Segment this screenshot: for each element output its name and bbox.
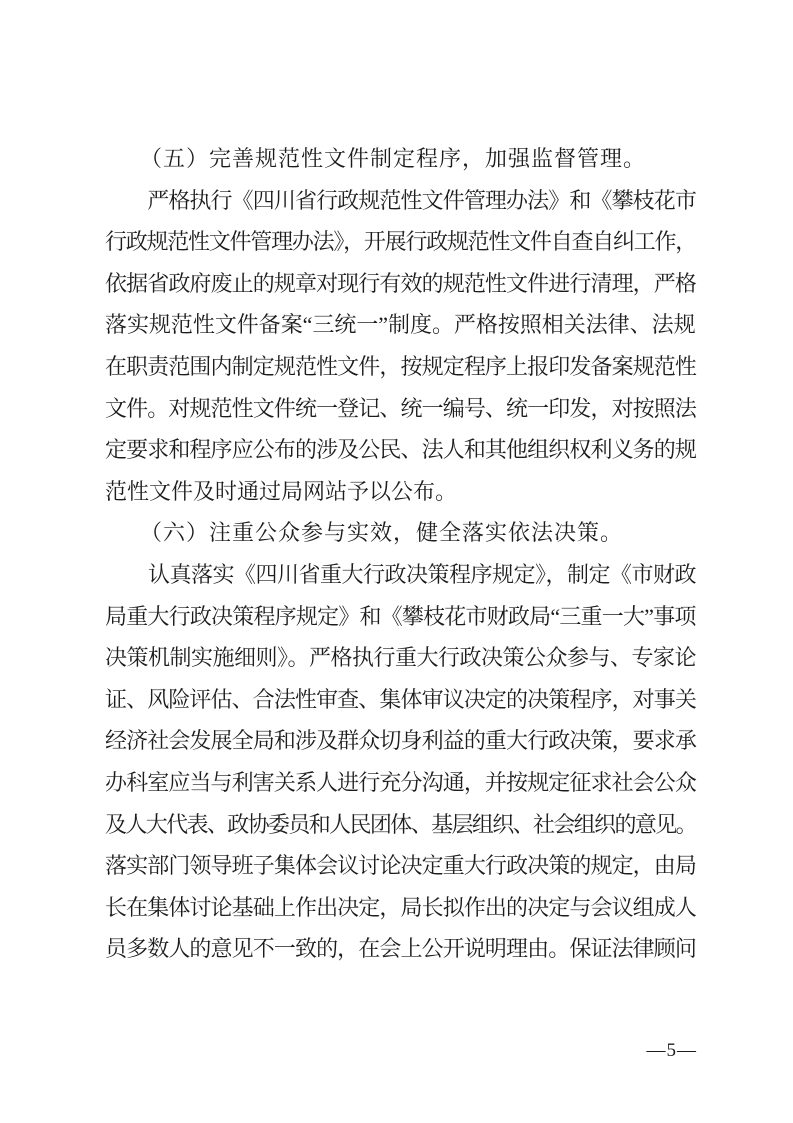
text-line: 范性文件及时通过局网站予以公布。 — [105, 478, 458, 504]
text-line: 办科室应当与利害关系人进行充分沟通，并按规定征求社会公众 — [105, 769, 697, 795]
text-line: 文件。对规范性文件统一登记、统一编号、统一印发，对按照法 — [105, 395, 697, 421]
text-line: 定要求和程序应公布的涉及公民、法人和其他组织权利义务的规 — [105, 437, 697, 463]
section-heading-6: （六）注重公众参与实效，健全落实依法决策。 — [105, 520, 624, 546]
text-line: 长在集体讨论基础上作出决定，局长拟作出的决定与会议组成人 — [105, 894, 697, 920]
text-block — [105, 138, 696, 970]
text-line: 严格执行《四川省行政规范性文件管理办法》和《攀枝花市 — [105, 187, 697, 213]
section-heading-5: （五）完善规范性文件制定程序，加强监督管理。 — [105, 146, 647, 171]
text-line: 依据省政府废止的规章对现行有效的规范性文件进行清理，严格 — [105, 270, 697, 296]
text-line: 落实部门领导班子集体会议讨论决定重大行政决策的规定，由局 — [105, 853, 697, 879]
text-line: 决策机制实施细则》。严格执行重大行政决策公众参与、专家论 — [105, 645, 697, 671]
text-line: 在职责范围内制定规范性文件，按规定程序上报印发备案规范性 — [105, 353, 697, 379]
text-line: 证、风险评估、合法性审查、集体审议决定的决策程序，对事关 — [105, 686, 697, 712]
text-line: 及人大代表、政协委员和人民团体、基层组织、社会组织的意见。 — [105, 811, 697, 837]
text-line: 行政规范性文件管理办法》，开展行政规范性文件自查自纠工作， — [105, 229, 697, 255]
page-number: —5— — [646, 1040, 697, 1061]
text-line: 员多数人的意见不一致的，在会上公开说明理由。保证法律顾问 — [105, 936, 697, 962]
text-line: 落实规范性文件备案“三统一”制度。严格按照相关法律、法规 — [105, 312, 696, 338]
text-line: 认真落实《四川省重大行政决策程序规定》，制定《市财政 — [105, 561, 697, 587]
text-line: 局重大行政决策程序规定》和《攀枝花市财政局“三重一大”事项 — [105, 603, 696, 629]
text-line: 经济社会发展全局和涉及群众切身利益的重大行政决策，要求承 — [105, 728, 697, 754]
